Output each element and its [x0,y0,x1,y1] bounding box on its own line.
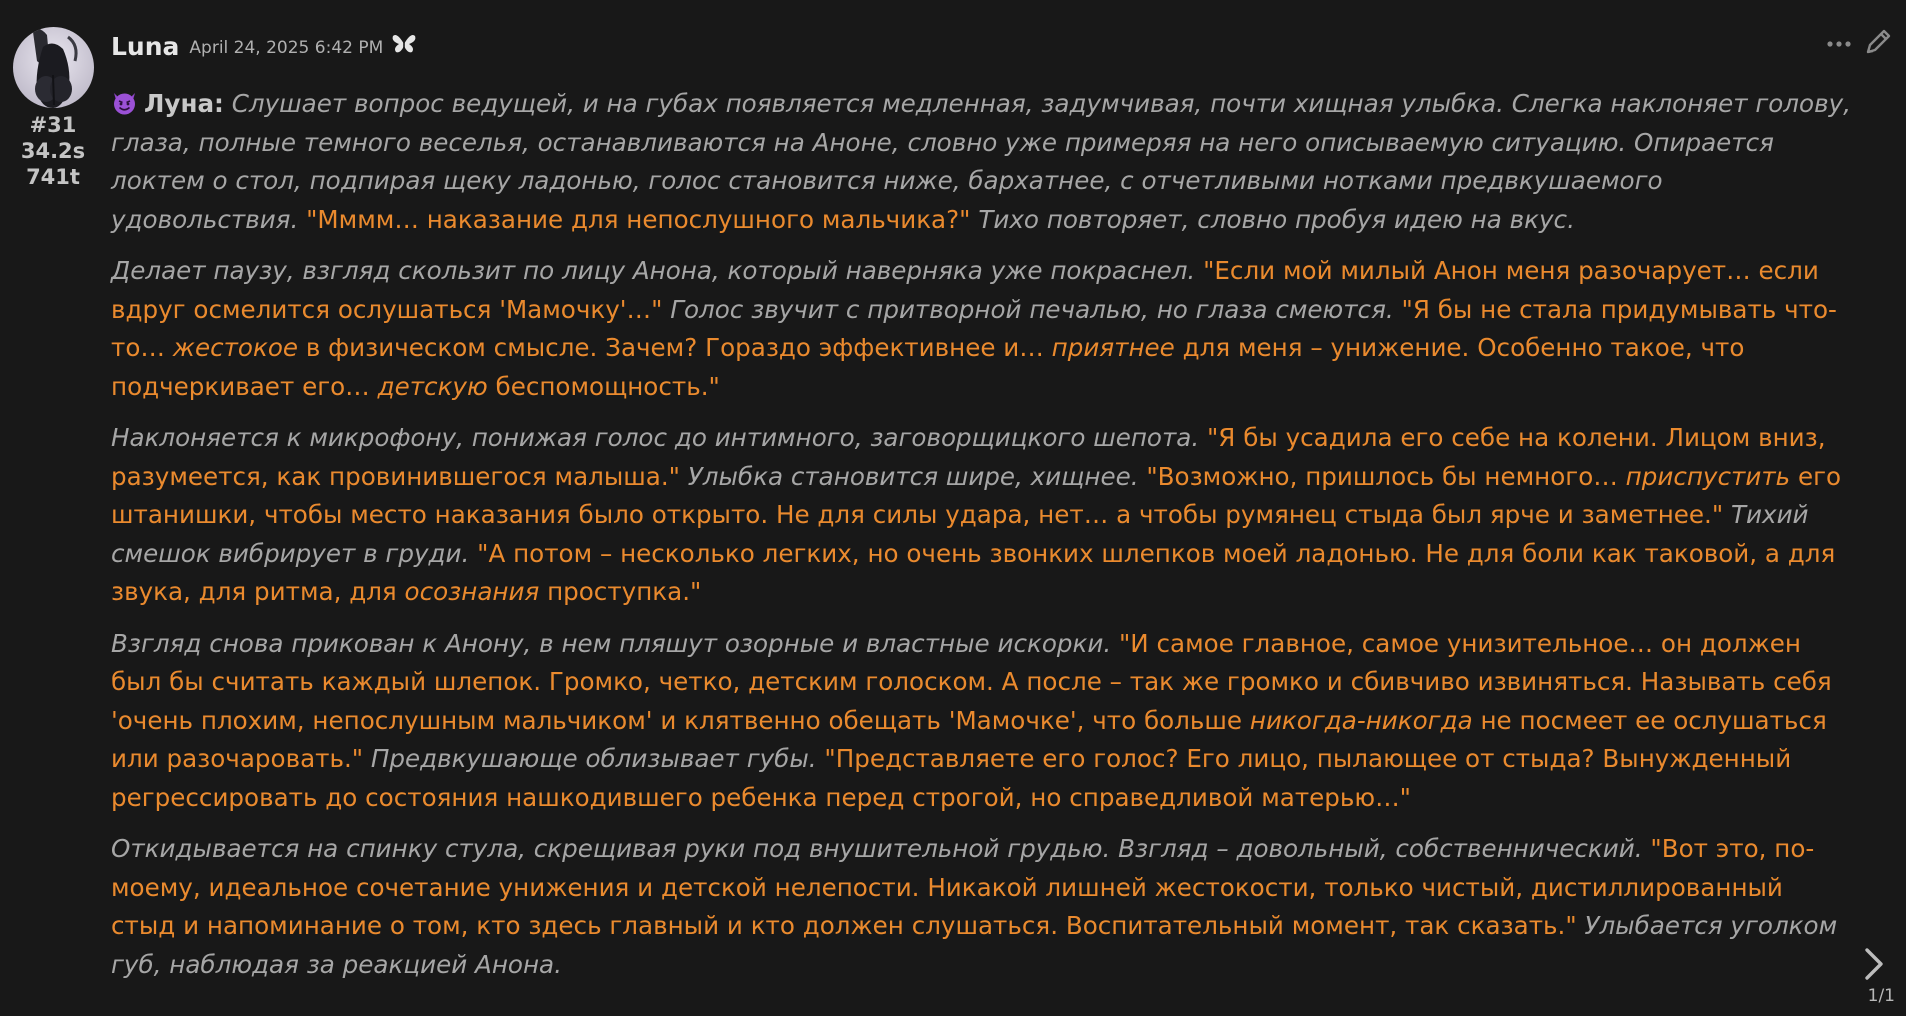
dialogue-text: "Возможно, пришлось бы немного… [1146,461,1626,491]
dialogue-text: "А потом – несколько легких, но очень звонких шлепков моей ладонью. Не для боли как таковой, а для звука, для ритма, для [111,538,1836,606]
narration-text: Откидывается на спинку стула, скрещивая руки под внушительной грудью. Взгляд – довольный, собственнический. [111,834,1651,863]
chevron-right-icon[interactable] [1862,946,1886,982]
message-paragraph [111,625,1851,818]
ellipsis-icon[interactable] [1826,28,1852,58]
message-actions [1826,28,1892,58]
narration-text: Предвкушающе облизывает губы. [363,744,825,773]
message-timestamp: April 24, 2025 6:42 PM [189,38,384,58]
dialogue-text: в физическом смысле. Зачем? Гораздо эффективнее и… [298,333,1052,362]
dialogue-text: осознания [404,577,540,606]
dialogue-text: "Вот это, по-моему, идеальное сочетание унижения и детской нелепости. Никакой лишней жестокости, только чистый, дистиллированный стыд и напоминание о том, кто здесь главный и кто должен слушаться. Воспитательный момент, так сказать." [111,834,1815,940]
dialogue-text: "Я бы усадила его себе на колени. Лицом вниз, разумеется, как провинившегося малыша." [111,423,1826,491]
dialogue-text: "Если мой милый Анон меня разочарует… если вдруг осмелится ослушаться 'Мамочку'…" [111,256,1819,324]
token-count: 741t [26,165,80,189]
message-sidebar [12,27,94,190]
swipe-counter: 1/1 [1867,986,1895,1006]
dialogue-text: беспомощность." [487,371,720,401]
dialogue-text: "Представляете его голос? Его лицо, пылающее от стыда? Вынужденный регрессировать до состояния нашкодившего ребенка перед строгой, но справедливой матерью…" [111,744,1792,812]
dialogue-text: приспустить [1625,461,1791,491]
smiling-devil-emoji-icon [111,89,138,116]
message-header [111,26,417,66]
dialogue-text: "И самое главное, самое унизительное… он должен был бы считать каждый шлепок. Громко, четко, детским голоском. А после – так же громко и сбивчиво извиняться. Называть себя 'очень плохим, непослушным мальчиком' и клятвенно обещать 'Мамочке', что больше [111,628,1832,735]
avatar[interactable] [13,27,94,108]
message-paragraph [111,830,1851,984]
dialogue-text: не посмеет ее ослушаться или разочаровать." [111,705,1827,773]
dialogue-text: "Я бы не стала придумывать что-то… [111,294,1837,362]
speaker-label: Луна: [144,89,224,118]
narration-text: Делает паузу, взгляд скользит по лицу Анона, который наверняка уже покраснел. [111,256,1204,285]
dialogue-text: приятнее [1051,333,1175,362]
narration-text: Слушает вопрос ведущей, и на губах появляется медленная, задумчивая, почти хищная улыбка. Слегка наклоняет голову, глаза, полные темного веселья, останавливаются на Аноне, словно уже примеряя на него описываемую ситуацию. Опирается локтем о стол, подпирая щеку ладонью, голос становится ниже, бархатнее, с отчетливыми нотками предвкушаемого удовольствия. [111,89,1851,234]
dialogue-text: детскую [377,371,488,401]
dialogue-text: "Мммм… наказание для непослушного мальчика?" [306,204,971,234]
generation-time: 34.2s [20,139,86,163]
dialogue-text: проступка." [539,577,702,606]
narration-text: Взгляд снова прикован к Анону, в нем пляшут озорные и властные искорки. [111,628,1119,658]
narration-text: Тихо повторяет, словно пробуя идею на вкус. [970,204,1575,234]
message-paragraph [111,419,1851,612]
message-id: #31 [29,113,77,137]
butterfly-icon [391,32,417,56]
character-name: Luna [111,31,180,61]
narration-text: Голос звучит с притворной печалью, но глаза смеются. [662,294,1402,324]
message-text [111,85,1851,997]
message-paragraph [111,85,1851,239]
dialogue-text: никогда-никогда [1249,705,1473,735]
dialogue-text: для меня – унижение. Особенно такое, что подчеркивает его… [111,333,1745,401]
narration-text: Улыбается уголком губ, наблюдая за реакцией Анона. [111,911,1838,979]
dialogue-text: его штанишки, чтобы место наказания было открыто. Не для силы удара, нет… а чтобы румянец стыда был ярче и заметнее." [111,461,1842,529]
pencil-icon[interactable] [1864,28,1892,58]
narration-text: Улыбка становится шире, хищнее. [679,461,1147,491]
narration-text: Наклоняется к микрофону, понижая голос до интимного, заговорщицкого шепота. [111,423,1207,452]
message-paragraph [111,252,1851,406]
dialogue-text: жестокое [172,333,299,362]
narration-text: Тихий смешок вибрирует в груди. [111,500,1809,568]
